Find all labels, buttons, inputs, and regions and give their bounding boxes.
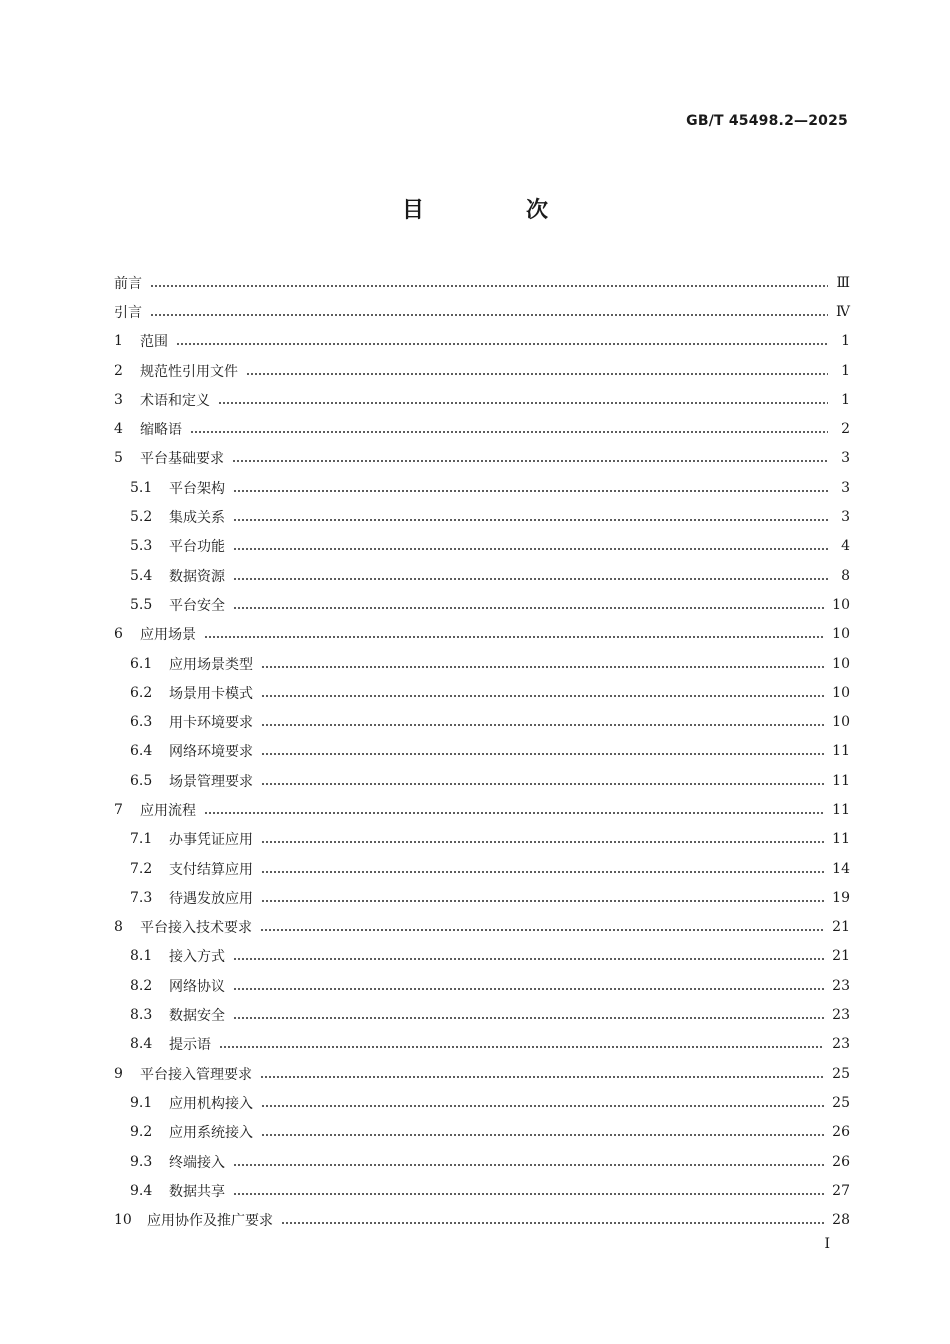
toc-entry[interactable]: [114, 1088, 850, 1117]
toc-leader-dots: [261, 1105, 824, 1107]
toc-entry-label: 平台安全: [169, 597, 225, 614]
toc-entry-number: 5.1: [130, 479, 153, 496]
toc-entry-label: 缩略语: [140, 422, 182, 439]
page-number: Ⅰ: [824, 1236, 830, 1252]
toc-entry-page: 28: [832, 1212, 850, 1229]
toc-entry-number: 6.1: [130, 655, 153, 672]
toc-entry[interactable]: [114, 414, 850, 443]
toc-entry-page: 1: [841, 333, 850, 350]
toc-entry-label: 平台接入管理要求: [140, 1066, 252, 1083]
toc-entry-page: 26: [832, 1124, 850, 1141]
toc-leader-dots: [260, 929, 824, 931]
toc-leader-dots: [233, 1017, 824, 1019]
toc-entry-page: 3: [841, 479, 850, 496]
toc-entry-page: 19: [832, 889, 850, 906]
toc-entry-number: 9.4: [130, 1182, 153, 1199]
toc-entry-page: 10: [832, 714, 850, 731]
toc-entry-number: 7.3: [130, 889, 153, 906]
toc-entry[interactable]: [114, 766, 850, 795]
toc-entry-label: 前言: [114, 275, 142, 292]
toc-entry-label: 数据资源: [169, 568, 225, 585]
toc-entry[interactable]: [114, 327, 850, 356]
toc-entry-page: 14: [832, 860, 850, 877]
toc-entry-label: 应用场景: [140, 627, 196, 644]
toc-entry-page: 1: [841, 362, 850, 379]
toc-entry-label: 应用协作及推广要求: [147, 1213, 273, 1230]
toc-entry-page: 4: [841, 538, 850, 555]
toc-entry-page: 27: [832, 1182, 850, 1199]
toc-entry[interactable]: [114, 883, 850, 912]
toc-entry-number: 5.4: [130, 567, 153, 584]
toc-entry-label: 平台基础要求: [140, 451, 224, 468]
toc-entry-number: 1: [114, 333, 123, 350]
toc-entry-label: 网络协议: [169, 978, 225, 995]
toc-entry-page: 11: [832, 801, 850, 818]
toc-leader-dots: [204, 812, 824, 814]
toc-entry-label: 接入方式: [169, 949, 225, 966]
toc-entry[interactable]: [114, 825, 850, 854]
toc-leader-dots: [246, 373, 828, 375]
toc-entry[interactable]: [114, 268, 850, 297]
toc-entry-number: 6.2: [130, 684, 153, 701]
toc-entry-label: 用卡环境要求: [169, 715, 253, 732]
toc-leader-dots: [261, 753, 824, 755]
toc-entry-label: 引言: [114, 304, 142, 321]
toc-entry-page: 10: [832, 626, 850, 643]
toc-entry-number: 8.2: [130, 977, 153, 994]
toc-entry-page: 21: [832, 919, 850, 936]
toc-leader-dots: [261, 1134, 824, 1136]
toc-leader-dots: [261, 783, 824, 785]
toc-entry-number: 5.5: [130, 596, 153, 613]
toc-entry-number: 9.3: [130, 1153, 153, 1170]
toc-entry[interactable]: [114, 1000, 850, 1029]
toc-entry-number: 7.1: [130, 831, 153, 848]
toc-entry-label: 提示语: [169, 1037, 211, 1054]
toc-entry-number: 7.2: [130, 860, 153, 877]
toc-entry[interactable]: [114, 532, 850, 561]
toc-leader-dots: [218, 402, 828, 404]
toc-entry-page: 21: [832, 948, 850, 965]
toc-entry-number: 10: [114, 1212, 132, 1229]
toc-entry-page: 10: [832, 684, 850, 701]
toc-entry-page: 3: [841, 450, 850, 467]
toc-entry-number: 6: [114, 626, 123, 643]
toc-entry-number: 6.5: [130, 772, 153, 789]
toc-entry-page: 1: [841, 391, 850, 408]
toc-entry-number: 3: [114, 391, 123, 408]
toc-entry-label: 应用系统接入: [169, 1125, 253, 1142]
toc-entry[interactable]: [114, 473, 850, 502]
toc-leader-dots: [204, 636, 824, 638]
toc-entry[interactable]: [114, 913, 850, 942]
toc-entry[interactable]: [114, 444, 850, 473]
toc-leader-dots: [219, 1046, 824, 1048]
toc-entry[interactable]: [114, 1030, 850, 1059]
toc-leader-dots: [190, 431, 828, 433]
toc-entry-label: 数据共享: [169, 1183, 225, 1200]
toc-entry-page: 23: [832, 1036, 850, 1053]
toc-leader-dots: [233, 988, 824, 990]
toc-entry-label: 平台接入技术要求: [140, 920, 252, 937]
toc-entry-label: 术语和定义: [140, 392, 210, 409]
table-of-contents: [114, 268, 850, 1235]
toc-entry-label: 数据安全: [169, 1008, 225, 1025]
toc-entry-label: 平台功能: [169, 539, 225, 556]
toc-entry-number: 4: [114, 421, 123, 438]
toc-entry-page: 11: [832, 772, 850, 789]
toc-entry-label: 网络环境要求: [169, 744, 253, 761]
toc-entry-label: 终端接入: [169, 1154, 225, 1171]
toc-entry-number: 9: [114, 1065, 123, 1082]
toc-entry[interactable]: [114, 678, 850, 707]
toc-leader-dots: [261, 666, 824, 668]
toc-leader-dots: [260, 1076, 824, 1078]
toc-leader-dots: [281, 1222, 824, 1224]
toc-entry-page: 10: [832, 596, 850, 613]
toc-entry-page: Ⅳ: [836, 303, 850, 320]
toc-entry[interactable]: [114, 854, 850, 883]
toc-entry-page: 11: [832, 743, 850, 760]
toc-leader-dots: [261, 900, 824, 902]
toc-entry-page: 23: [832, 977, 850, 994]
toc-entry[interactable]: [114, 1206, 850, 1235]
toc-entry-page: 3: [841, 509, 850, 526]
toc-entry-number: 8: [114, 919, 123, 936]
toc-entry[interactable]: [114, 971, 850, 1000]
standard-number: GB/T 45498.2—2025: [686, 113, 848, 129]
toc-entry[interactable]: [114, 297, 850, 326]
toc-leader-dots: [150, 314, 828, 316]
toc-entry[interactable]: [114, 1118, 850, 1147]
toc-entry-number: 5: [114, 450, 123, 467]
toc-leader-dots: [150, 285, 828, 287]
toc-leader-dots: [233, 578, 828, 580]
toc-entry-label: 待遇发放应用: [169, 890, 253, 907]
toc-leader-dots: [233, 1193, 824, 1195]
toc-entry-label: 规范性引用文件: [140, 363, 238, 380]
toc-entry[interactable]: [114, 795, 850, 824]
toc-entry[interactable]: [114, 502, 850, 531]
toc-entry-page: 23: [832, 1007, 850, 1024]
toc-entry[interactable]: [114, 561, 850, 590]
toc-entry-page: Ⅲ: [836, 274, 850, 291]
toc-entry-label: 场景用卡模式: [169, 685, 253, 702]
toc-leader-dots: [233, 1164, 824, 1166]
toc-entry[interactable]: [114, 1059, 850, 1088]
toc-leader-dots: [233, 548, 828, 550]
toc-entry-label: 应用场景类型: [169, 656, 253, 673]
toc-entry-number: 2: [114, 362, 123, 379]
toc-entry-number: 5.2: [130, 509, 153, 526]
toc-entry-label: 集成关系: [169, 510, 225, 527]
toc-entry-label: 支付结算应用: [169, 861, 253, 878]
toc-leader-dots: [233, 519, 828, 521]
toc-entry[interactable]: [114, 737, 850, 766]
toc-leader-dots: [176, 343, 828, 345]
toc-entry-number: 9.2: [130, 1124, 153, 1141]
toc-leader-dots: [233, 490, 828, 492]
toc-entry[interactable]: [114, 707, 850, 736]
toc-entry-page: 10: [832, 655, 850, 672]
toc-entry-page: 26: [832, 1153, 850, 1170]
toc-entry-label: 场景管理要求: [169, 773, 253, 790]
page-title: 目 次: [401, 198, 588, 223]
toc-entry-label: 应用机构接入: [169, 1095, 253, 1112]
toc-entry[interactable]: [114, 1147, 850, 1176]
toc-leader-dots: [232, 460, 828, 462]
toc-leader-dots: [261, 871, 824, 873]
toc-entry-page: 11: [832, 831, 850, 848]
toc-entry-number: 5.3: [130, 538, 153, 555]
toc-leader-dots: [233, 607, 824, 609]
toc-entry[interactable]: [114, 649, 850, 678]
toc-entry-page: 25: [832, 1094, 850, 1111]
toc-entry[interactable]: [114, 385, 850, 414]
toc-entry[interactable]: [114, 356, 850, 385]
toc-entry-number: 6.4: [130, 743, 153, 760]
toc-entry-number: 8.4: [130, 1036, 153, 1053]
toc-entry[interactable]: [114, 590, 850, 619]
toc-entry[interactable]: [114, 1176, 850, 1205]
toc-entry-page: 2: [841, 421, 850, 438]
toc-entry-label: 平台架构: [169, 480, 225, 497]
toc-leader-dots: [261, 841, 824, 843]
toc-entry-number: 8.1: [130, 948, 153, 965]
toc-entry-page: 25: [832, 1065, 850, 1082]
toc-entry[interactable]: [114, 620, 850, 649]
toc-leader-dots: [261, 724, 824, 726]
toc-leader-dots: [261, 695, 824, 697]
toc-leader-dots: [233, 958, 824, 960]
toc-entry-label: 范围: [140, 334, 168, 351]
toc-entry-page: 8: [841, 567, 850, 584]
toc-entry-number: 9.1: [130, 1094, 153, 1111]
toc-entry-label: 应用流程: [140, 802, 196, 819]
toc-entry-number: 7: [114, 801, 123, 818]
toc-entry-number: 6.3: [130, 714, 153, 731]
toc-entry-number: 8.3: [130, 1007, 153, 1024]
toc-entry-label: 办事凭证应用: [169, 832, 253, 849]
toc-entry[interactable]: [114, 942, 850, 971]
